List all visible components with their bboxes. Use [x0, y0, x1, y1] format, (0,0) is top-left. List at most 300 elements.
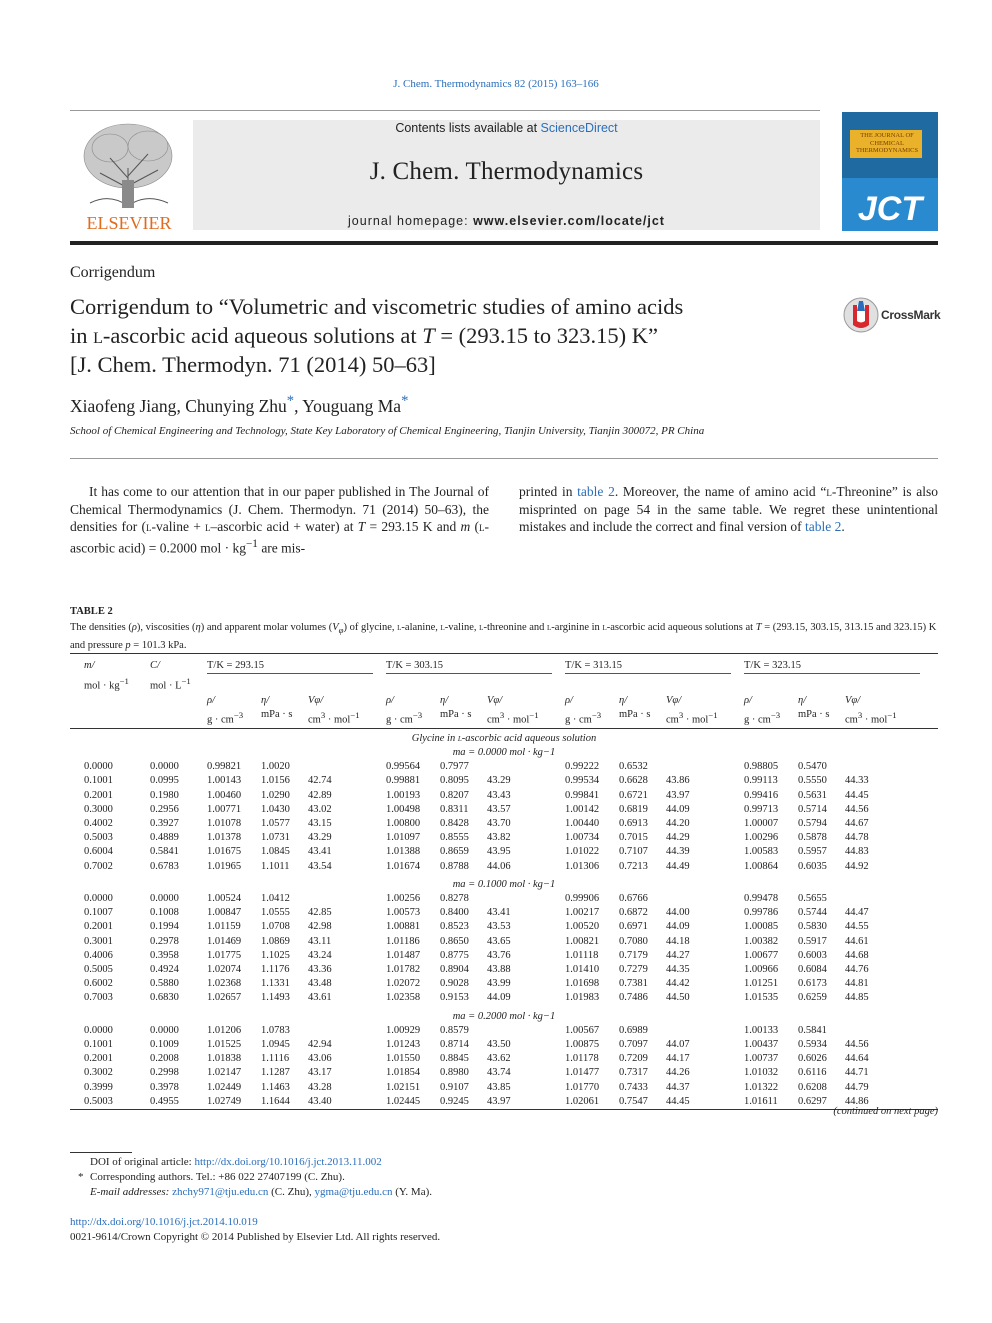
table-cell: 0.2001 — [84, 1053, 113, 1065]
table-cell: 43.97 — [487, 1095, 511, 1107]
table-cell — [666, 892, 744, 906]
table-cell: 0.6002 — [84, 978, 113, 990]
table-cell: 0.6173 — [798, 978, 827, 990]
affiliation: School of Chemical Engineering and Technology, State Key Laboratory of Chemical Engineering, Tianjin University, Tianjin 300072, PR China — [70, 425, 705, 437]
table-cell: 1.01378 — [207, 832, 242, 844]
crossmark-label: CrossMark — [881, 308, 941, 322]
email-link[interactable]: zhchy971@tju.edu.cn — [172, 1186, 269, 1198]
table-row — [70, 977, 938, 991]
table-cell: 44.76 — [845, 964, 869, 976]
table-cell: 1.00737 — [744, 1053, 779, 1065]
table-cell: 0.99113 — [744, 775, 778, 787]
table-cell: 1.01535 — [744, 992, 779, 1004]
table-cell: 43.95 — [487, 846, 511, 858]
table-cell: 1.00217 — [565, 907, 600, 919]
table-cell: 0.6116 — [798, 1067, 827, 1079]
table-cell: 0.99222 — [565, 761, 600, 773]
table-cell: 0.8904 — [440, 964, 469, 976]
table-cell: 1.01550 — [386, 1053, 421, 1065]
table-cell: 1.00382 — [744, 935, 779, 947]
table-cell: 1.1644 — [261, 1095, 290, 1107]
table-cell — [845, 892, 938, 906]
table-cell: 1.1011 — [261, 860, 290, 872]
table-cell: 1.00524 — [207, 893, 242, 905]
table-cell: 1.01698 — [565, 978, 600, 990]
table-cell: 0.6913 — [619, 818, 648, 830]
table-cell: 43.40 — [308, 1095, 332, 1107]
table-cell: 1.01159 — [207, 921, 241, 933]
table-cell: 1.00734 — [565, 832, 600, 844]
table-cell: 43.11 — [308, 935, 332, 947]
table-cell: 42.85 — [308, 907, 332, 919]
table-ma-label-row — [70, 874, 938, 892]
table-cell: 0.6783 — [150, 860, 179, 872]
journal-citation[interactable]: J. Chem. Thermodynamics 82 (2015) 163–166 — [393, 78, 599, 90]
table-cell: 0.5830 — [798, 921, 827, 933]
table-cell: 0.5714 — [798, 803, 827, 815]
table-cell: 0.5934 — [798, 1039, 827, 1051]
table-cell: 1.01469 — [207, 935, 242, 947]
table-cell: 1.02445 — [386, 1095, 421, 1107]
table-cell: 1.0412 — [261, 893, 290, 905]
table-cell: 0.3927 — [150, 818, 179, 830]
table-cell: 1.01674 — [386, 860, 421, 872]
table-cell: 1.00460 — [207, 789, 242, 801]
table-cell: 0.2001 — [84, 789, 113, 801]
table-cell: 0.6084 — [798, 964, 827, 976]
table-cell: 1.01097 — [386, 832, 421, 844]
table-cell: 44.64 — [845, 1053, 869, 1065]
table-cell: 43.61 — [308, 992, 332, 1004]
table-cell: 0.99478 — [744, 893, 779, 905]
elsevier-tree-icon — [70, 118, 188, 236]
table-cell: 44.67 — [845, 818, 869, 830]
table-cell: 1.01186 — [386, 935, 420, 947]
table-cell: 43.54 — [308, 860, 332, 872]
table-ma-label-row — [70, 1006, 938, 1024]
table-cell: 0.1994 — [150, 921, 179, 933]
table-cell: 1.0731 — [261, 832, 290, 844]
table-cell: 1.00296 — [744, 832, 779, 844]
author-name[interactable]: Chunying Zhu — [185, 395, 287, 416]
table-cell: 1.00440 — [565, 818, 600, 830]
table-cell: 0.6628 — [619, 775, 648, 787]
table-cell: 1.01782 — [386, 964, 421, 976]
table-cell: 0.5631 — [798, 789, 827, 801]
table-cell: 1.00142 — [565, 803, 600, 815]
email-link[interactable]: ygma@tju.edu.cn — [314, 1186, 393, 1198]
table-row — [70, 831, 938, 845]
table-cell: 1.00771 — [207, 803, 242, 815]
table-cell: 43.86 — [666, 775, 690, 787]
corresponding-author-mark[interactable]: * — [286, 393, 295, 409]
table-cell: 0.6971 — [619, 921, 648, 933]
table-cell: 1.02061 — [565, 1095, 600, 1107]
table-cell: 0.6004 — [84, 846, 113, 858]
table-cell: 0.8207 — [440, 789, 469, 801]
table-cell — [666, 760, 744, 774]
top-rule — [70, 110, 820, 111]
temp-header: T/K = 303.15 — [386, 654, 565, 675]
table-cell: 0.1007 — [84, 907, 113, 919]
table-cell: 44.78 — [845, 832, 869, 844]
table-header-units-row: mol · $kg^{-1}$ mol · $L^{-1}$ — [84, 676, 191, 692]
table-row — [70, 760, 938, 774]
table-row — [70, 949, 938, 963]
author-name[interactable]: Xiaofeng Jiang — [70, 395, 177, 416]
corresponding-author-mark[interactable]: * — [401, 393, 409, 409]
table-cell: 1.0020 — [261, 761, 290, 773]
table-cell: 0.8428 — [440, 818, 469, 830]
table-cell: 0.8278 — [440, 893, 469, 905]
table-cell: 1.00821 — [565, 935, 600, 947]
table-cell: 1.00256 — [386, 893, 421, 905]
table-cell: 44.61 — [845, 935, 869, 947]
table-cell: 0.8775 — [440, 949, 469, 961]
table-cell: 44.42 — [666, 978, 690, 990]
table-cell: 0.99786 — [744, 907, 779, 919]
table-cell: 1.00929 — [386, 1024, 421, 1036]
col-concentration-header: C/ — [150, 660, 160, 671]
table-cell: 0.5005 — [84, 964, 113, 976]
table-row — [70, 1052, 938, 1066]
table-cell: 1.01206 — [207, 1024, 242, 1036]
table-cell: 1.01322 — [744, 1081, 779, 1093]
footnote-rule — [70, 1152, 132, 1153]
table-caption: The densities (ρ), viscosities (η) and apparent molar volumes $(V_\varphi)$ of glycine, l-alanine, l-valine, l-threonine and l-arginine in l-ascorbic acid aqueous solutions at T = (293.15, 303.15, 313.15 and 323.15) K and pressure p = 101.3 kPa. — [70, 622, 937, 652]
table-cell: 1.1116 — [261, 1053, 290, 1065]
table-cell: 44.45 — [666, 1095, 690, 1107]
table-cell: 1.01477 — [565, 1067, 600, 1079]
table-cell: 1.00143 — [207, 775, 242, 787]
table-cell: 0.5744 — [798, 907, 827, 919]
article-doi-link[interactable]: http://dx.doi.org/10.1016/j.jct.2014.10.019 — [70, 1216, 258, 1228]
table-cell: 1.01178 — [565, 1053, 599, 1065]
table-cell — [845, 760, 938, 774]
table-cell: 1.00437 — [744, 1039, 779, 1051]
sciencedirect-link[interactable]: ScienceDirect — [540, 121, 618, 135]
table-cell: 0.8311 — [440, 803, 469, 815]
table-cell: 1.0783 — [261, 1024, 290, 1036]
table-cell: 1.0945 — [261, 1039, 290, 1051]
table-cell: 1.02147 — [207, 1067, 242, 1079]
table-cell: 1.00520 — [565, 921, 600, 933]
table-cell: 0.4889 — [150, 832, 179, 844]
table-row — [70, 789, 938, 803]
section-rule — [70, 458, 938, 459]
table-cell: 0.4002 — [84, 818, 113, 830]
homepage-url[interactable]: www.elsevier.com/locate/jct — [473, 214, 665, 228]
table-cell: 44.49 — [666, 860, 690, 872]
table-cell: 44.35 — [666, 964, 690, 976]
table-cell: 43.62 — [487, 1053, 511, 1065]
table-label: TABLE 2 — [70, 606, 113, 617]
table-cell: 0.6035 — [798, 860, 827, 872]
data-table-container — [70, 653, 938, 1110]
table-cell: 0.99841 — [565, 789, 600, 801]
table-cell: 0.1008 — [150, 907, 179, 919]
table-cell: 44.68 — [845, 949, 869, 961]
table-cell: 0.5794 — [798, 818, 827, 830]
table-cell: 0.0000 — [84, 1024, 113, 1036]
table-cell: 0.8555 — [440, 832, 469, 844]
table-cell: 42.94 — [308, 1039, 332, 1051]
table-row — [70, 920, 938, 934]
table-cell: 1.00007 — [744, 818, 779, 830]
table-cell: 44.79 — [845, 1081, 869, 1093]
table-cell: 44.85 — [845, 992, 869, 1004]
table-cell: 0.6872 — [619, 907, 648, 919]
temp-header: T/K = 323.15 — [744, 654, 938, 675]
table-cell: 0.7080 — [619, 935, 648, 947]
table-row — [70, 860, 938, 874]
table-cell: 0.2978 — [150, 935, 179, 947]
table-cell: 0.6003 — [798, 949, 827, 961]
table-cell: 0.7209 — [619, 1053, 648, 1065]
table-cell: 0.6208 — [798, 1081, 827, 1093]
table-header-row — [70, 654, 938, 675]
table-cell: 0.6819 — [619, 803, 648, 815]
table-cell: 1.0869 — [261, 935, 290, 947]
table-cell: 1.00800 — [386, 818, 421, 830]
table-cell: 0.0000 — [150, 1024, 179, 1036]
table-cell: 1.01487 — [386, 949, 421, 961]
table-cell — [308, 1024, 386, 1038]
table-cell: 0.6297 — [798, 1095, 827, 1107]
table-cell: 0.3002 — [84, 1067, 113, 1079]
table-cell: 43.02 — [308, 803, 332, 815]
table-cell: 0.1009 — [150, 1039, 179, 1051]
table-cell: 0.5841 — [798, 1024, 827, 1036]
table-cell — [487, 892, 565, 906]
table-cell: 0.7097 — [619, 1039, 648, 1051]
title-line-1: Corrigendum to “Volumetric and viscometric studies of amino acids — [70, 294, 684, 319]
table-cell: 0.7179 — [619, 949, 648, 961]
table-cell: 0.6766 — [619, 893, 648, 905]
table-cell: 44.47 — [845, 907, 869, 919]
table-cell: 1.1287 — [261, 1067, 290, 1079]
table-cell: 1.01022 — [565, 846, 600, 858]
table-cell: 1.02657 — [207, 992, 242, 1004]
table-cell: 43.74 — [487, 1067, 511, 1079]
table-cell: 0.98805 — [744, 761, 779, 773]
table-cell: 0.1001 — [84, 775, 113, 787]
table-cell: 1.02074 — [207, 964, 242, 976]
ma-label: ma = 0.2000 mol · kg−1 — [452, 1010, 556, 1022]
crossmark-button[interactable] — [843, 297, 943, 333]
table-cell: 1.00133 — [744, 1024, 779, 1036]
elsevier-logo[interactable] — [70, 118, 188, 236]
table-cell: 1.00966 — [744, 964, 779, 976]
table-cell: 0.9107 — [440, 1081, 469, 1093]
table-cell: 43.76 — [487, 949, 511, 961]
table-cell: 44.26 — [666, 1067, 690, 1079]
table-cell: 0.2998 — [150, 1067, 179, 1079]
table-row — [70, 906, 938, 920]
table-cell: 0.2001 — [84, 921, 113, 933]
table-cell: 43.17 — [308, 1067, 332, 1079]
table-cell: 43.24 — [308, 949, 332, 961]
table-cell: 1.01525 — [207, 1039, 242, 1051]
table-cell: 0.0000 — [84, 761, 113, 773]
table-cell: 1.00583 — [744, 846, 779, 858]
table-cell — [308, 760, 386, 774]
table-cell: 0.4955 — [150, 1095, 179, 1107]
table-cell: 1.00881 — [386, 921, 421, 933]
table-cell: 43.48 — [308, 978, 332, 990]
table-2-link[interactable]: table 2 — [805, 519, 842, 534]
table-cell: 0.7002 — [84, 860, 113, 872]
table-cell: 42.89 — [308, 789, 332, 801]
table-cell: 0.2956 — [150, 803, 179, 815]
crossmark-icon — [843, 297, 879, 333]
table-cell: 1.02749 — [207, 1095, 242, 1107]
table-cell: 43.29 — [487, 775, 511, 787]
table-cell: 44.92 — [845, 860, 869, 872]
table-cell: 1.1463 — [261, 1081, 290, 1093]
table-cell: 1.01775 — [207, 949, 242, 961]
table-cell: 0.6532 — [619, 761, 648, 773]
ma-label: ma = 0.1000 mol · kg−1 — [452, 878, 556, 890]
table-cell: 0.1001 — [84, 1039, 113, 1051]
table-cell: 1.0156 — [261, 775, 290, 787]
table-cell: 43.43 — [487, 789, 511, 801]
title-line-2: in l-ascorbic acid aqueous solutions at T = (293.15 to 323.15) K” — [70, 323, 659, 348]
table-cell: 1.01388 — [386, 846, 421, 858]
table-cell: 42.74 — [308, 775, 332, 787]
table-cell: 0.5655 — [798, 893, 827, 905]
table-cell: 1.01410 — [565, 964, 600, 976]
continued-note: (continued on next page) — [833, 1106, 938, 1117]
ma-label: ma = 0.0000 mol · kg−1 — [452, 747, 556, 759]
table-cell: 1.00567 — [565, 1024, 600, 1036]
table-cell: 0.8845 — [440, 1053, 469, 1065]
table-cell: 0.9245 — [440, 1095, 469, 1107]
table-cell: 1.01118 — [565, 949, 599, 961]
table-cell: 1.00498 — [386, 803, 421, 815]
publisher-name: ELSEVIER — [86, 213, 172, 233]
author-name[interactable]: Youguang Ma — [302, 395, 402, 416]
body-paragraph-left: It has come to our attention that in our paper published in The Journal of Chemical Thermodynamics (J. Chem. Thermodyn. 71 (2014) 50–63), the densities for (l-valine + l–ascorbic acid + water) at T = 293.15 K and m (l-ascorbic acid) = 0.2000 mol · $kg^{-1}$ are mis- — [70, 484, 489, 555]
table-cell: 0.6989 — [619, 1024, 648, 1036]
table-cell: 1.02449 — [207, 1081, 242, 1093]
table-row — [70, 892, 938, 906]
footnote-corresponding: * Corresponding authors. Tel.: +86 022 27407199 (C. Zhu). — [78, 1171, 345, 1183]
table-cell — [487, 1024, 565, 1038]
table-cell: 44.56 — [845, 803, 869, 815]
table-cell: 1.00847 — [207, 907, 242, 919]
table-cell: 0.7003 — [84, 992, 113, 1004]
table-cell: 42.98 — [308, 921, 332, 933]
table-cell: 44.83 — [845, 846, 869, 858]
table-row — [70, 817, 938, 831]
table-cell: 0.6830 — [150, 992, 179, 1004]
table-cell: 44.71 — [845, 1067, 869, 1079]
table-cell: 44.17 — [666, 1053, 690, 1065]
table-cell: 1.02151 — [386, 1081, 421, 1093]
temp-header: T/K = 293.15 — [207, 654, 386, 675]
contents-line — [193, 121, 820, 135]
table-cell: 44.09 — [666, 921, 690, 933]
table-cell: 0.1980 — [150, 789, 179, 801]
table-cell: 43.15 — [308, 818, 332, 830]
table-row — [70, 991, 938, 1005]
table-cell: 43.41 — [487, 907, 511, 919]
table-cell: 0.6026 — [798, 1053, 827, 1065]
table-cell — [308, 892, 386, 906]
table-cell: 1.02072 — [386, 978, 421, 990]
table-2-link[interactable]: table 2 — [577, 484, 615, 499]
article-title — [70, 292, 810, 379]
table-cell: 44.06 — [487, 860, 511, 872]
table-cell: 0.7486 — [619, 992, 648, 1004]
table-cell: 1.01770 — [565, 1081, 600, 1093]
table-row — [70, 1038, 938, 1052]
table-ma-label-row — [70, 746, 938, 760]
table-cell: 44.45 — [845, 789, 869, 801]
table-cell: 0.5003 — [84, 1095, 113, 1107]
table-cell: 1.02358 — [386, 992, 421, 1004]
table-cell: 1.1025 — [261, 949, 290, 961]
table-cell: 1.0577 — [261, 818, 290, 830]
footnotes — [70, 1155, 938, 1200]
col-molality-header: m/ — [84, 660, 95, 671]
table-cell: 1.00875 — [565, 1039, 600, 1051]
copyright: 0021-9614/Crown Copyright © 2014 Published by Elsevier Ltd. All rights reserved. — [70, 1231, 441, 1243]
table-row — [70, 1024, 938, 1038]
table-cell: 0.5957 — [798, 846, 827, 858]
table-row — [70, 935, 938, 949]
table-row — [70, 963, 938, 977]
table-cell: 44.09 — [666, 803, 690, 815]
table-cell: 43.82 — [487, 832, 511, 844]
title-line-3: [J. Chem. Thermodyn. 71 (2014) 50–63] — [70, 352, 436, 377]
table-row — [70, 845, 938, 859]
table-cell: 1.01032 — [744, 1067, 779, 1079]
table-cell: 0.8714 — [440, 1039, 469, 1051]
table-cell: 0.5880 — [150, 978, 179, 990]
table-subheader-row: ρ/ $g \cdot cm^{-3}$ η/ mPa · s Vφ/ $cm^3 \cdot mol^{-1}$ ρ/ $g \cdot cm^{-3}$ η/ mPa · s Vφ/ $cm^3 \cdot mol^{-1}$ ρ/ $g \cdot cm^{-3}$ η/ mPa · s Vφ/ $cm^3 \cdot mol^{-1}$ ρ/ $g \cdot cm^{-3}$ η/ mPa · s Vφ/ $cm^3 \cdot mol^{-1}$ — [70, 694, 938, 728]
table-cell: 0.3001 — [84, 935, 113, 947]
table-cell: 0.3000 — [84, 803, 113, 815]
temp-header: T/K = 313.15 — [565, 654, 744, 675]
table-row — [70, 803, 938, 817]
table-cell: 44.20 — [666, 818, 690, 830]
original-doi-link[interactable]: http://dx.doi.org/10.1016/j.jct.2013.11.002 — [194, 1156, 382, 1168]
journal-cover-image[interactable] — [842, 112, 938, 231]
table-cell — [845, 1024, 938, 1038]
table-cell: 44.56 — [845, 1039, 869, 1051]
table-cell: 43.41 — [308, 846, 332, 858]
homepage-line — [193, 214, 820, 228]
table-cell: 0.8400 — [440, 907, 469, 919]
journal-name: J. Chem. Thermodynamics — [369, 158, 644, 185]
author-list: Xiaofeng Jiang, Chunying Zhu*, Youguang Ma* — [70, 393, 409, 416]
table-cell: 44.55 — [845, 921, 869, 933]
table-cell: 0.99534 — [565, 775, 600, 787]
table-cell: 0.99906 — [565, 893, 600, 905]
table-cell: 1.01675 — [207, 846, 242, 858]
homepage-prefix: journal homepage: — [348, 214, 474, 228]
table-cell: 0.8523 — [440, 921, 469, 933]
table-cell: 0.5470 — [798, 761, 827, 773]
table-cell: 0.8095 — [440, 775, 469, 787]
contents-prefix: Contents lists available at — [395, 121, 541, 135]
table-cell: 43.29 — [308, 832, 332, 844]
table-cell: 0.9153 — [440, 992, 469, 1004]
table-cell: 43.36 — [308, 964, 332, 976]
table-cell: 0.99821 — [207, 761, 242, 773]
